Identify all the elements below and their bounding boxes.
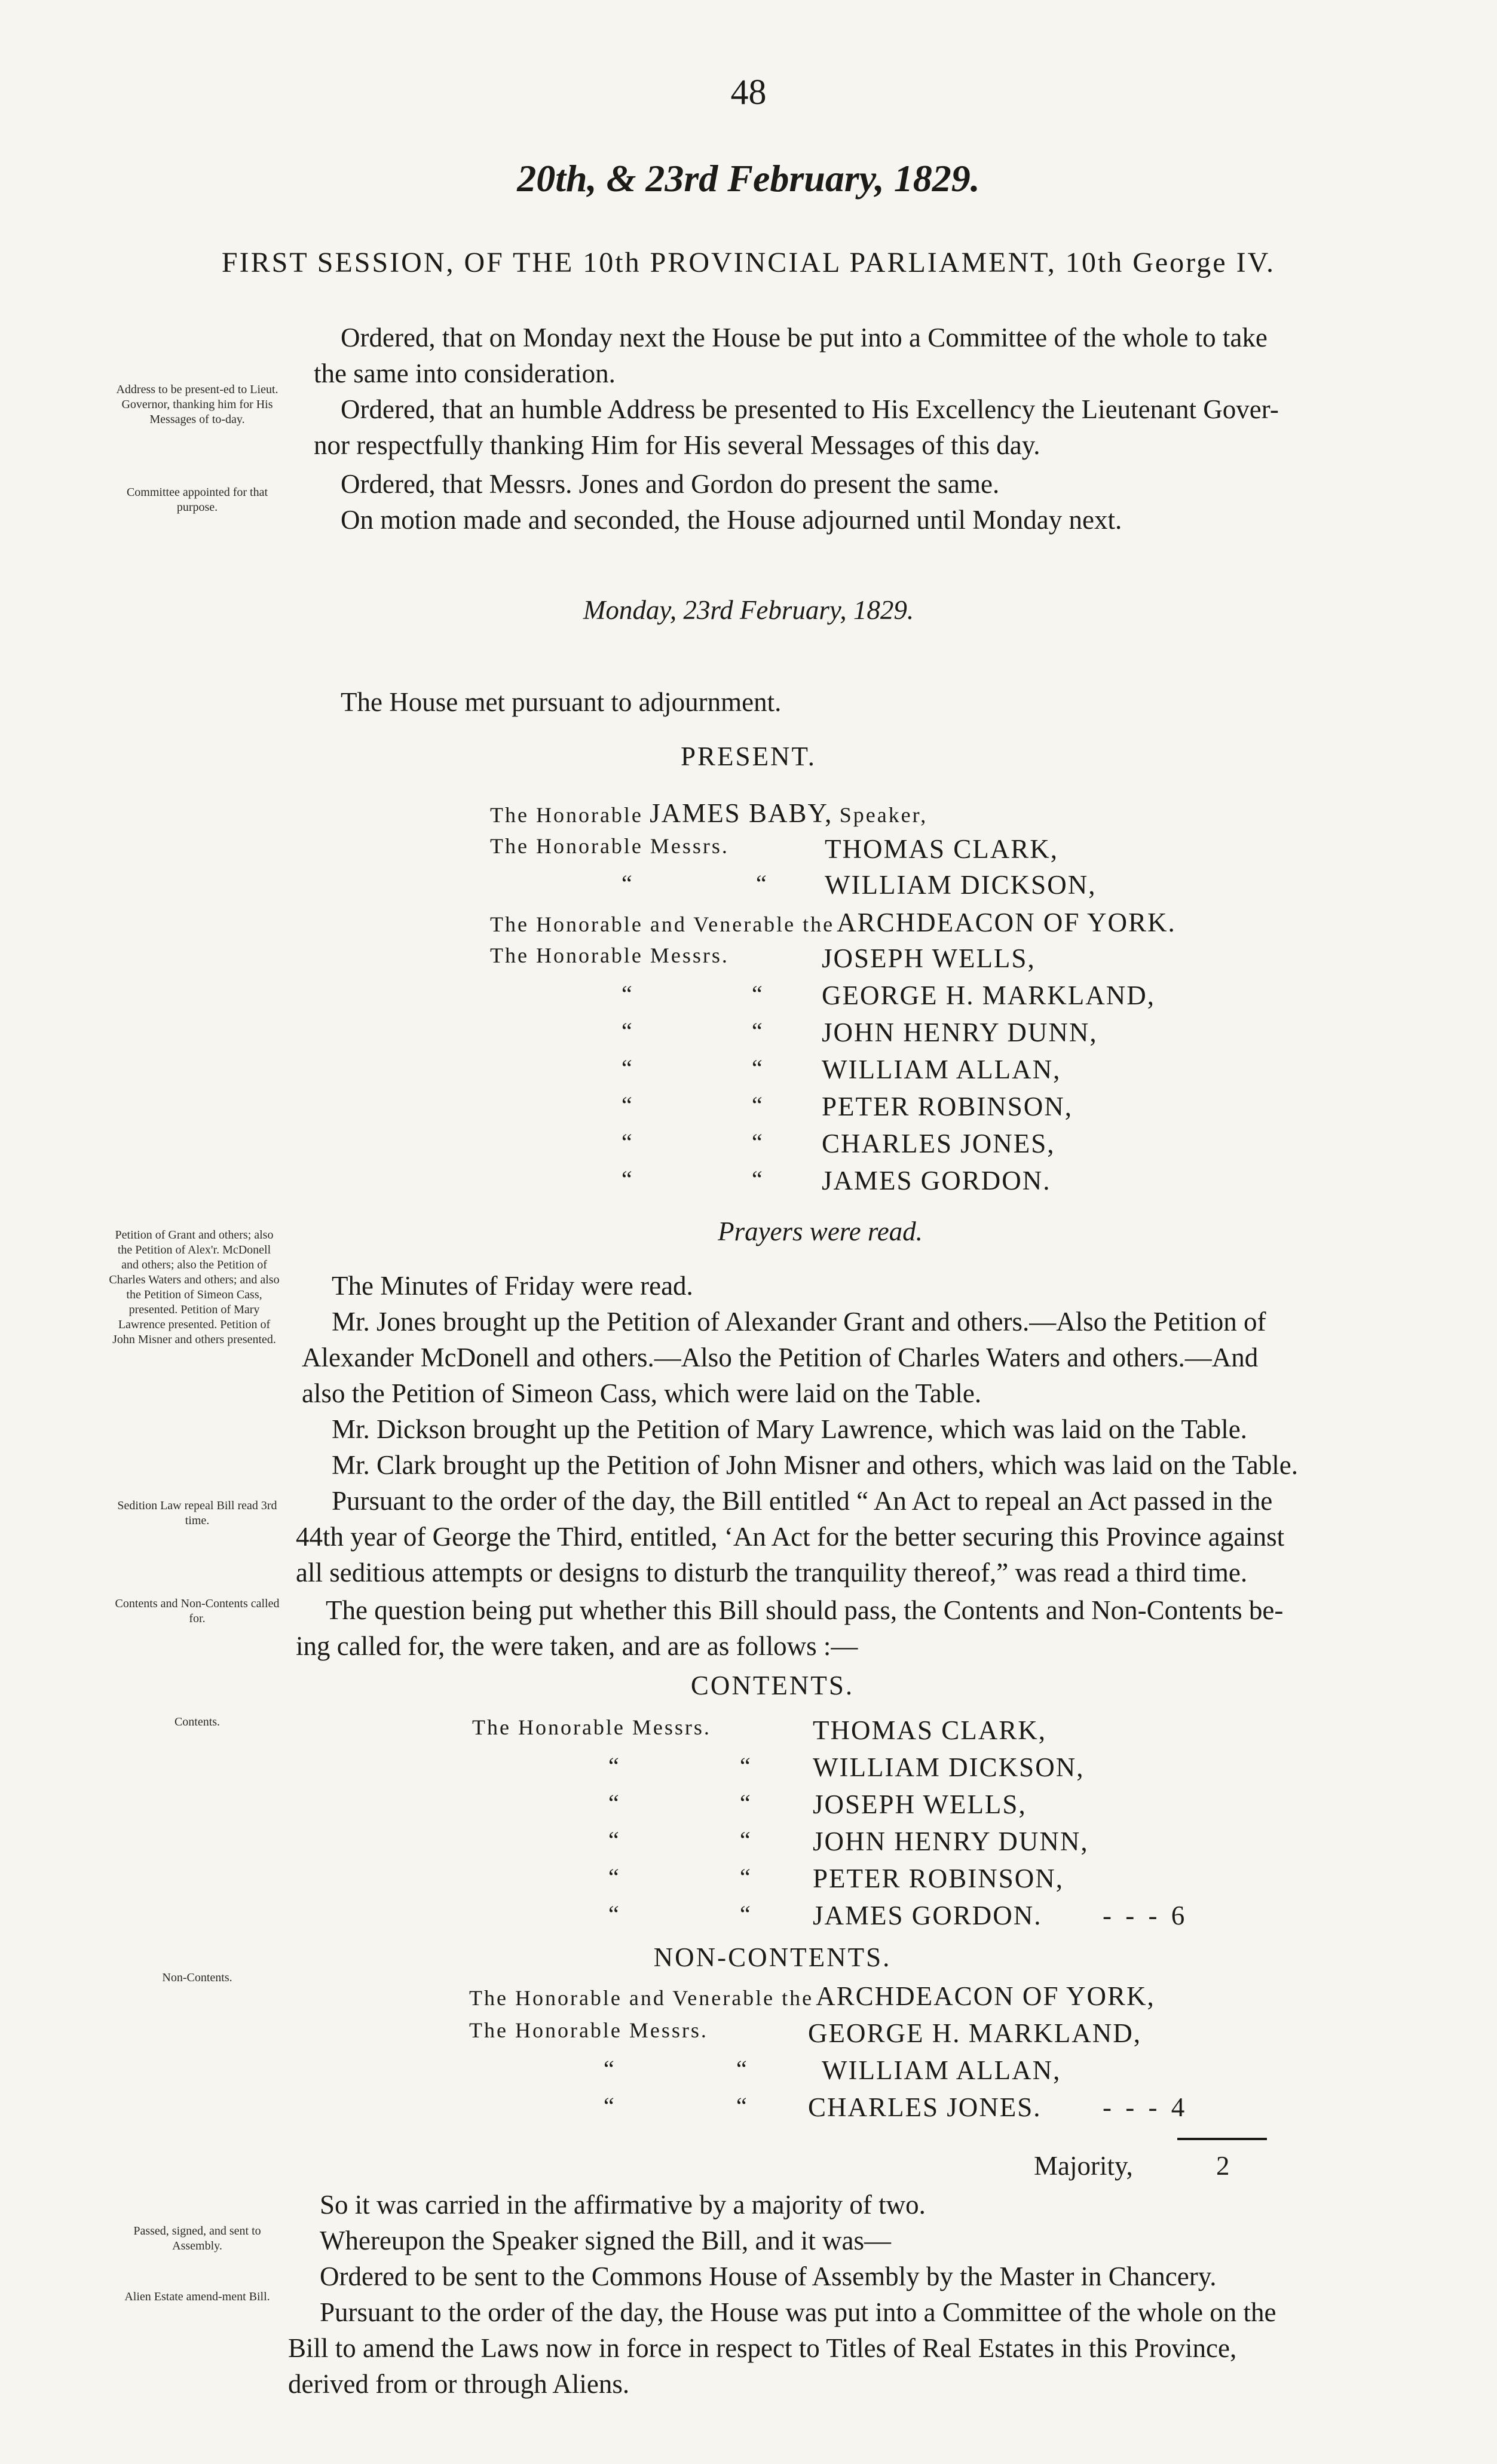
ditto-mark: “ [740, 1752, 751, 1779]
present-member: THOMAS CLARK, [825, 834, 1059, 864]
ditto-mark: “ [752, 1018, 763, 1044]
ditto-mark: “ [740, 1901, 751, 1927]
contents-member: JOSEPH WELLS, [813, 1789, 1027, 1819]
non-contents-prefix-row [469, 2018, 708, 2043]
adjourned-line: On motion made and seconded, the House adjourned until Monday next. [341, 505, 1122, 535]
present-member: PETER ROBINSON, [822, 1092, 1073, 1121]
archdeacon-name: ARCHDEACON OF YORK. [837, 908, 1176, 937]
address-line-1: Ordered, that an humble Address be presented to His Excellency the Lieutenant Gover- [341, 394, 1279, 424]
body-line-11: ing called for, the were taken, and are as follows :— [296, 1631, 858, 1661]
contents-member: THOMAS CLARK, [813, 1715, 1047, 1745]
ditto-mark: “ [740, 1826, 751, 1853]
margin-note-petitions: Petition of Grant and others; also the Petition of Alex'r. McDonell and others; also the Petition of Charles Waters and others; and also the Petition of Simeon Cass, presented. Petition of Mary Lawrence presented. Petition of John Misner and others presented. [109, 1228, 280, 1346]
page-number: 48 [730, 72, 767, 112]
opening-line-2: the same into consideration. [314, 358, 616, 388]
ditto-mark: “ [608, 1752, 619, 1779]
contents-member: JAMES GORDON. [813, 1901, 1042, 1930]
ditto-mark: “ [736, 2092, 747, 2119]
ditto-mark: “ [608, 1864, 619, 1890]
ditto-mark: “ [608, 1901, 619, 1927]
present-member: WILLIAM ALLAN, [822, 1055, 1061, 1084]
present-messrs-row [490, 833, 729, 859]
ditto-mark: “ [608, 1826, 619, 1853]
present-heading: PRESENT. [681, 741, 816, 771]
body-line-7: Pursuant to the order of the day, the Bill entitled “ An Act to repeal an Act passed in the [332, 1486, 1273, 1516]
body-line-6: Mr. Clark brought up the Petition of John Misner and others, which was laid on the Table. [332, 1450, 1299, 1480]
contents-member: WILLIAM DICKSON, [813, 1752, 1085, 1782]
closing-line-1: So it was carried in the affirmative by a majority of two. [320, 2190, 926, 2220]
monday-heading: Monday, 23rd February, 1829. [583, 595, 914, 625]
ditto-mark: “ [752, 1166, 763, 1193]
contents-count: - - - 6 [1103, 1901, 1189, 1930]
prayers-line: Prayers were read. [718, 1216, 923, 1246]
non-contents-heading: NON-CONTENTS. [653, 1942, 892, 1972]
present-same-line: Ordered, that Messrs. Jones and Gordon do present the same. [341, 469, 1000, 499]
margin-note-alien: Alien Estate amend-ment Bill. [124, 2290, 270, 2303]
contents-member: PETER ROBINSON, [813, 1864, 1064, 1893]
ditto-mark: “ [622, 1166, 632, 1193]
non-contents-member: WILLIAM ALLAN, [822, 2055, 1061, 2085]
majority-label: Majority, [1034, 2151, 1133, 2181]
archdeacon-row [490, 907, 1176, 938]
present-member: GEORGE H. MARKLAND, [822, 980, 1155, 1010]
archdeacon-prefix: The Honorable and Venerable the [490, 912, 835, 936]
ditto-mark: “ [622, 1129, 632, 1156]
contents-heading: CONTENTS. [690, 1671, 855, 1700]
margin-note-sedition: Sedition Law repeal Bill read 3rd time. [117, 1499, 277, 1527]
house-met-line: The House met pursuant to adjournment. [341, 687, 782, 717]
margin-note-address: Address to be present-ed to Lieut. Governor, thanking him for His Messages of to-day. [116, 383, 278, 426]
closing-line-4: Pursuant to the order of the day, the House was put into a Committee of the whole on the [320, 2297, 1276, 2327]
non-contents-prefix: The Honorable Messrs. [469, 2018, 708, 2042]
present-member: JOSEPH WELLS, [822, 943, 1036, 973]
non-contents-member: GEORGE H. MARKLAND, [808, 2018, 1141, 2048]
messrs-prefix: The Honorable Messrs. [490, 943, 729, 967]
majority-value: 2 [1216, 2151, 1230, 2181]
contents-member: JOHN HENRY DUNN, [813, 1826, 1089, 1856]
body-line-10: The question being put whether this Bill should pass, the Contents and Non-Contents be- [326, 1595, 1284, 1625]
body-line-4: also the Petition of Simeon Cass, which were laid on the Table. [302, 1378, 982, 1408]
sum-rule [1177, 2138, 1267, 2140]
contents-prefix: The Honorable Messrs. [472, 1715, 711, 1739]
margin-note-contents-called: Contents and Non-Contents called for. [115, 1597, 280, 1625]
ditto-mark: “ [740, 1864, 751, 1890]
closing-line-2: Whereupon the Speaker signed the Bill, and it was— [320, 2226, 892, 2255]
body-line-1: The Minutes of Friday were read. [332, 1271, 693, 1301]
ditto-mark: “ [608, 1789, 619, 1816]
margin-note-non-contents: Non-Contents. [162, 1971, 232, 1984]
present-member: WILLIAM DICKSON, [825, 870, 1097, 900]
ditto-mark: “ [622, 1055, 632, 1081]
body-line-5: Mr. Dickson brought up the Petition of Mary Lawrence, which was laid on the Table. [332, 1414, 1247, 1444]
date-heading: 20th, & 23rd February, 1829. [517, 157, 980, 200]
non-contents-arch-row [469, 1981, 1155, 2012]
address-line-2: nor respectfully thanking Him for His several Messages of this day. [314, 430, 1040, 460]
present-member: CHARLES JONES, [822, 1129, 1055, 1159]
ditto-mark: “ [622, 1092, 632, 1118]
margin-note-passed: Passed, signed, and sent to Assembly. [133, 2224, 261, 2252]
present-member: JOHN HENRY DUNN, [822, 1018, 1098, 1047]
speaker-name: JAMES BABY, [650, 798, 833, 828]
ditto-mark: “ [736, 2055, 747, 2082]
ditto-mark: “ [752, 980, 763, 1007]
body-line-2: Mr. Jones brought up the Petition of Alexander Grant and others.—Also the Petition of [332, 1307, 1266, 1337]
contents-prefix-row [472, 1715, 711, 1740]
speaker-prefix: The Honorable [490, 803, 643, 827]
ditto-mark: “ [622, 1018, 632, 1044]
session-heading: FIRST SESSION, OF THE 10th PROVINCIAL PARLIAMENT, 10th George IV. [221, 247, 1276, 278]
ditto-mark: “ [604, 2055, 614, 2082]
closing-line-6: derived from or through Aliens. [288, 2369, 630, 2399]
margin-note-contents: Contents. [174, 1715, 221, 1729]
ditto-mark: “ [622, 870, 632, 897]
body-line-9: all seditious attempts or designs to disturb the tranquility thereof,” was read a third time. [296, 1558, 1248, 1587]
ditto-mark: “ [752, 1129, 763, 1156]
body-line-3: Alexander McDonell and others.—Also the Petition of Charles Waters and others.—And [302, 1343, 1259, 1372]
speaker-row [490, 798, 927, 829]
non-contents-member: CHARLES JONES. [808, 2092, 1042, 2122]
margin-note-committee: Committee appointed for that purpose. [126, 486, 268, 514]
opening-line-1: Ordered, that on Monday next the House be put into a Committee of the whole to take [341, 323, 1268, 353]
non-contents-arch-name: ARCHDEACON OF YORK, [816, 1981, 1155, 2011]
ditto-mark: “ [752, 1055, 763, 1081]
ditto-mark: “ [756, 870, 767, 897]
body-line-8: 44th year of George the Third, entitled, ‘An Act for the better securing this Province against [296, 1522, 1285, 1552]
closing-line-5: Bill to amend the Laws now in force in respect to Titles of Real Estates in this Province, [288, 2333, 1237, 2363]
speaker-title: Speaker, [839, 803, 928, 827]
messrs-prefix: The Honorable Messrs. [490, 834, 729, 858]
closing-line-3: Ordered to be sent to the Commons House of Assembly by the Master in Chancery. [320, 2261, 1217, 2291]
ditto-mark: “ [604, 2092, 614, 2119]
ditto-mark: “ [752, 1092, 763, 1118]
non-contents-count: - - - 4 [1103, 2092, 1189, 2122]
ditto-mark: “ [622, 980, 632, 1007]
present-member: JAMES GORDON. [822, 1166, 1051, 1196]
present-messrs-row-2 [490, 943, 729, 968]
ditto-mark: “ [740, 1789, 751, 1816]
non-contents-arch-prefix: The Honorable and Venerable the [469, 1986, 814, 2010]
